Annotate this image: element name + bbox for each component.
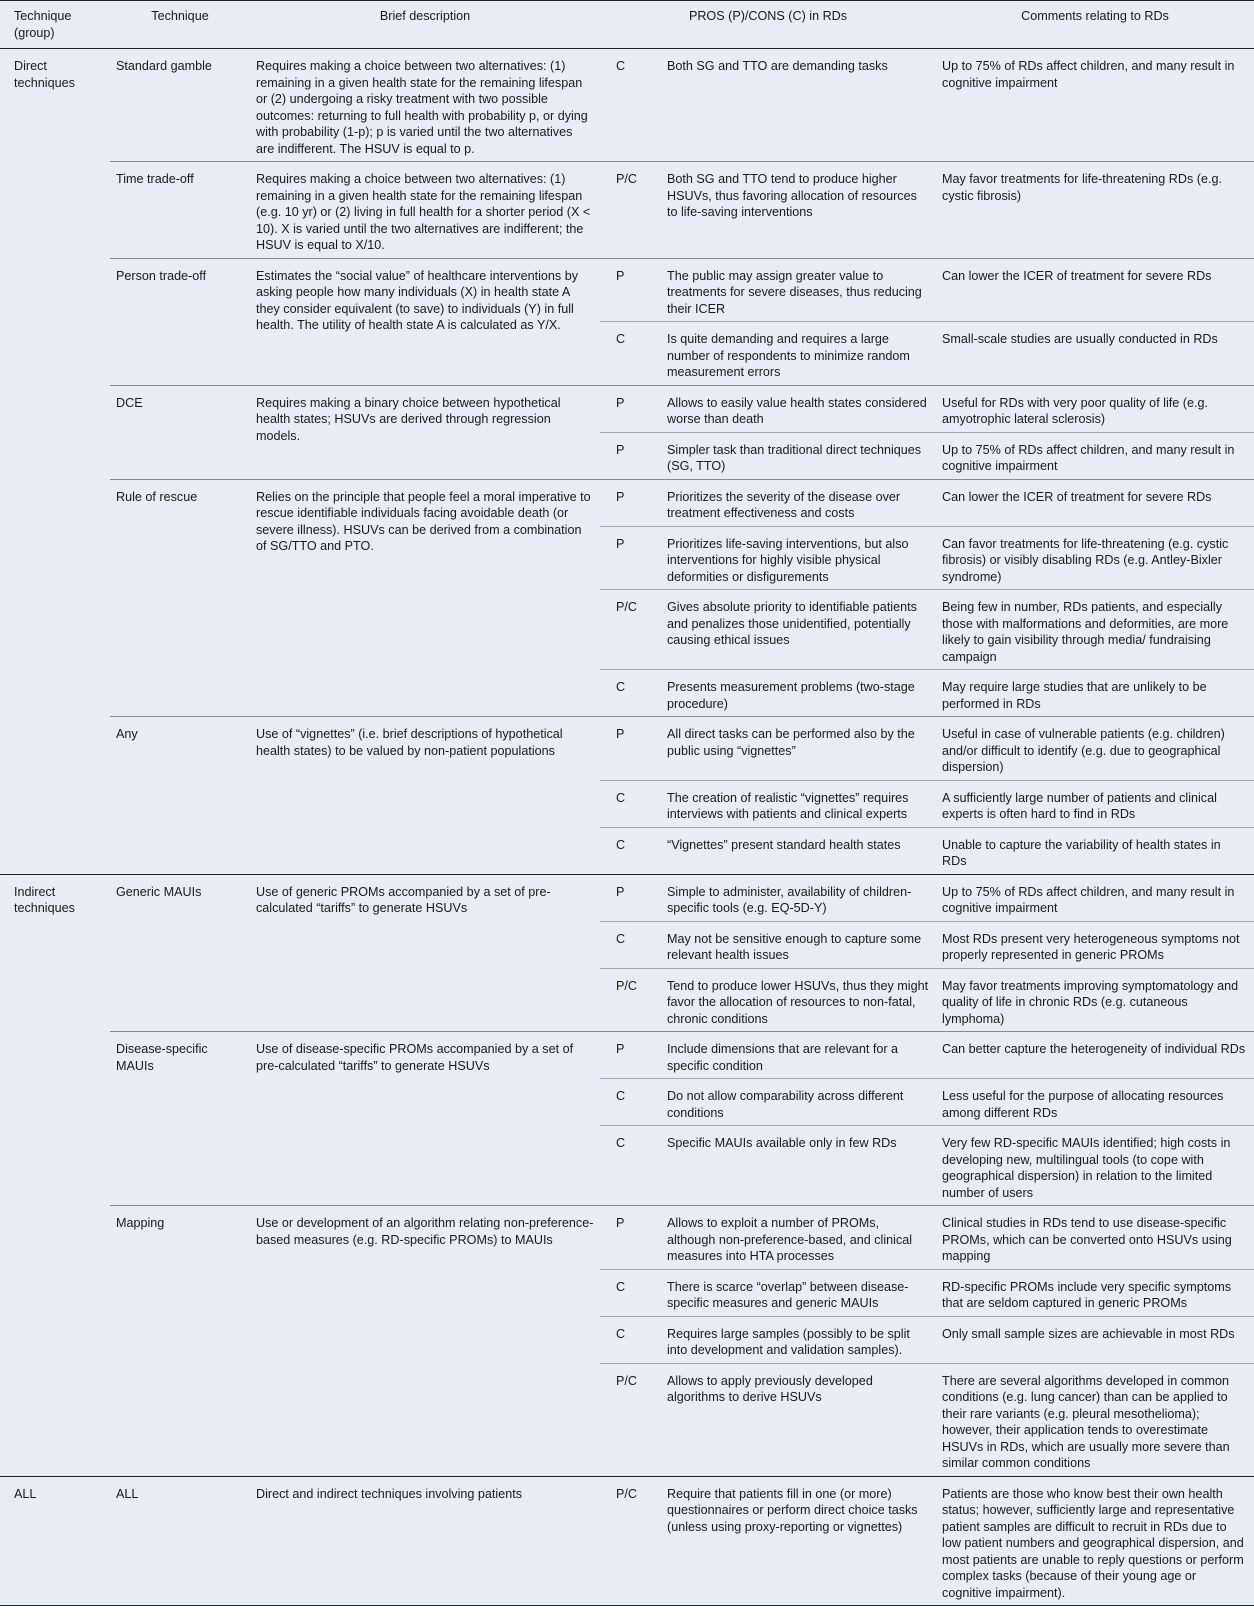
pros-cons-marker-cell: C bbox=[600, 827, 661, 874]
pros-cons-text-cell: Tend to produce lower HSUVs, thus they might favor the allocation of resources to non-fatal, chronic conditions bbox=[661, 968, 936, 1032]
pros-cons-marker-cell: C bbox=[600, 670, 661, 717]
comment-cell: Can lower the ICER of treatment for severe RDs bbox=[936, 258, 1254, 322]
comment-cell: Can favor treatments for life-threatening (e.g. cystic fibrosis) or visibly disabling RDs (e.g. Antley-Bixler syndrome) bbox=[936, 526, 1254, 590]
table-row bbox=[0, 717, 1254, 781]
technique-name-cell: Time trade-off bbox=[110, 162, 250, 259]
pros-cons-text-cell: There is scarce “overlap” between disease-specific measures and generic MAUIs bbox=[661, 1269, 936, 1316]
technique-description-cell: Use or development of an algorithm relating non-preference-based measures (e.g. RD-specific PROMs) to MAUIs bbox=[250, 1206, 600, 1477]
table-row bbox=[0, 874, 1254, 921]
pros-cons-marker-cell: P bbox=[600, 1032, 661, 1079]
comment-cell: Small-scale studies are usually conducted in RDs bbox=[936, 322, 1254, 386]
technique-name-cell: DCE bbox=[110, 385, 250, 479]
pros-cons-text-cell: Require that patients fill in one (or more) questionnaires or perform direct choice tasks (unless using proxy-reporting or vignettes) bbox=[661, 1476, 936, 1606]
pros-cons-marker-cell: P/C bbox=[600, 1363, 661, 1476]
comment-cell: Only small sample sizes are achievable in most RDs bbox=[936, 1316, 1254, 1363]
header-technique: Technique bbox=[110, 1, 250, 49]
pros-cons-marker-cell: P bbox=[600, 479, 661, 526]
pros-cons-text-cell: The public may assign greater value to treatments for severe diseases, thus reducing their ICER bbox=[661, 258, 936, 322]
pros-cons-text-cell: All direct tasks can be performed also by the public using “vignettes” bbox=[661, 717, 936, 781]
header-comments: Comments relating to RDs bbox=[936, 1, 1254, 49]
technique-description-cell: Requires making a choice between two alternatives: (1) remaining in a given health state for the remaining lifespan or (2) undergoing a risky treatment with two possible outcomes: returning to full health with probability p, or dying with probability (1-p); p is varied until the two alternatives are indifferent. The HSUV is equal to p. bbox=[256, 59, 588, 156]
comment-cell: May require large studies that are unlikely to be performed in RDs bbox=[936, 670, 1254, 717]
pros-cons-text-cell: Do not allow comparability across different conditions bbox=[661, 1079, 936, 1126]
header-row bbox=[0, 1, 1254, 49]
pros-cons-marker-cell: C bbox=[600, 1269, 661, 1316]
technique-name-cell: Any bbox=[110, 717, 250, 875]
pros-cons-marker-cell: P bbox=[600, 717, 661, 781]
technique-description-cell: Direct and indirect techniques involving patients bbox=[250, 1476, 600, 1606]
table-row bbox=[0, 1476, 1254, 1606]
pros-cons-marker-cell: P bbox=[600, 258, 661, 322]
pros-cons-text-cell: Both SG and TTO are demanding tasks bbox=[667, 59, 888, 73]
pros-cons-text-cell: The creation of realistic “vignettes” requires interviews with patients and clinical experts bbox=[661, 780, 936, 827]
pros-cons-text-cell: May not be sensitive enough to capture some relevant health issues bbox=[661, 921, 936, 968]
pros-cons-marker-cell: P/C bbox=[600, 590, 661, 670]
pros-cons-marker-cell: P bbox=[600, 526, 661, 590]
table-row bbox=[0, 1032, 1254, 1079]
technique-name-cell: Standard gamble bbox=[116, 59, 212, 73]
comment-cell: May favor treatments improving symptomatology and quality of life in chronic RDs (e.g. cutaneous lymphoma) bbox=[936, 968, 1254, 1032]
header-description: Brief description bbox=[250, 1, 600, 49]
technique-description-cell: Estimates the “social value” of healthcare interventions by asking people how many individuals (X) in health state A they consider equivalent (to save) to individuals (Y) in full health. The utility of health state A is calculated as Y/X. bbox=[250, 258, 600, 385]
pros-cons-marker-cell: C bbox=[600, 1079, 661, 1126]
technique-description-cell: Use of disease-specific PROMs accompanied by a set of pre-calculated “tariffs” to generate HSUVs bbox=[250, 1032, 600, 1206]
comment-cell: Very few RD-specific MAUIs identified; high costs in developing new, multilingual tools (to cope with geographical dispersion) in relation to the limited number of users bbox=[936, 1126, 1254, 1206]
header-proscons: PROS (P)/CONS (C) in RDs bbox=[600, 1, 936, 49]
comment-cell: May favor treatments for life-threatening RDs (e.g. cystic fibrosis) bbox=[936, 162, 1254, 259]
comment-cell: Can lower the ICER of treatment for severe RDs bbox=[936, 479, 1254, 526]
pros-cons-text-cell: Allows to exploit a number of PROMs, although non-preference-based, and clinical measures into HTA processes bbox=[661, 1206, 936, 1270]
technique-group-cell: Direct techniques bbox=[14, 59, 75, 90]
pros-cons-text-cell: Requires large samples (possibly to be split into development and validation samples). bbox=[661, 1316, 936, 1363]
pros-cons-marker-cell: C bbox=[600, 1316, 661, 1363]
pros-cons-text-cell: Prioritizes life-saving interventions, but also interventions for highly visible physical deformities or disfigurements bbox=[661, 526, 936, 590]
comment-cell: Useful for RDs with very poor quality of life (e.g. amyotrophic lateral sclerosis) bbox=[936, 385, 1254, 432]
pros-cons-text-cell: Include dimensions that are relevant for a specific condition bbox=[661, 1032, 936, 1079]
pros-cons-marker-cell: C bbox=[600, 322, 661, 386]
technique-description-cell: Relies on the principle that people feel a moral imperative to rescue identifiable individuals facing avoidable death (or severe illness). HSUVs can be derived from a combination of SG/TTO and PTO. bbox=[250, 479, 600, 717]
pros-cons-marker-cell: P bbox=[600, 874, 661, 921]
comment-cell: Clinical studies in RDs tend to use disease-specific PROMs, which can be converted onto HSUVs using mapping bbox=[936, 1206, 1254, 1270]
technique-name-cell: Disease-specific MAUIs bbox=[110, 1032, 250, 1206]
pros-cons-marker-cell: P/C bbox=[600, 968, 661, 1032]
pros-cons-text-cell: Both SG and TTO tend to produce higher HSUVs, thus favoring allocation of resources to life-saving interventions bbox=[661, 162, 936, 259]
technique-group-cell: ALL bbox=[0, 1476, 110, 1606]
pros-cons-marker-cell: P/C bbox=[600, 1476, 661, 1606]
pros-cons-marker-cell: P bbox=[600, 1206, 661, 1270]
technique-description-cell: Requires making a binary choice between hypothetical health states; HSUVs are derived through regression models. bbox=[250, 385, 600, 479]
comment-cell: Less useful for the purpose of allocating resources among different RDs bbox=[936, 1079, 1254, 1126]
technique-name-cell: Generic MAUIs bbox=[110, 874, 250, 1032]
table-row bbox=[0, 49, 1254, 162]
table-row bbox=[0, 385, 1254, 432]
technique-name-cell: ALL bbox=[110, 1476, 250, 1606]
pros-cons-text-cell: “Vignettes” present standard health states bbox=[661, 827, 936, 874]
technique-name-cell: Rule of rescue bbox=[110, 479, 250, 717]
technique-description-cell: Requires making a choice between two alternatives: (1) remaining in a given health state for the remaining lifespan (e.g. 10 yr) or (2) living in full health for a shorter period (X < 10). X is varied until the two alternatives are indifferent; the HSUV is equal to X/10. bbox=[250, 162, 600, 259]
pros-cons-marker-cell: C bbox=[600, 1126, 661, 1206]
header-group: Technique (group) bbox=[0, 1, 110, 49]
pros-cons-text-cell: Simple to administer, availability of children-specific tools (e.g. EQ-5D-Y) bbox=[661, 874, 936, 921]
comment-cell: Can better capture the heterogeneity of individual RDs bbox=[936, 1032, 1254, 1079]
technique-description-cell: Use of “vignettes” (i.e. brief descriptions of hypothetical health states) to be valued by non-patient populations bbox=[250, 717, 600, 875]
comment-cell: Unable to capture the variability of health states in RDs bbox=[936, 827, 1254, 874]
pros-cons-text-cell: Gives absolute priority to identifiable patients and penalizes those unidentified, potentially causing ethical issues bbox=[661, 590, 936, 670]
comment-cell: Most RDs present very heterogeneous symptoms not properly represented in generic PROMs bbox=[936, 921, 1254, 968]
pros-cons-marker-cell: P bbox=[600, 432, 661, 479]
pros-cons-text-cell: Prioritizes the severity of the disease over treatment effectiveness and costs bbox=[661, 479, 936, 526]
pros-cons-text-cell: Presents measurement problems (two-stage procedure) bbox=[661, 670, 936, 717]
technique-description-cell: Use of generic PROMs accompanied by a set of pre-calculated “tariffs” to generate HSUVs bbox=[250, 874, 600, 1032]
pros-cons-marker-cell: C bbox=[616, 59, 626, 73]
comment-cell: RD-specific PROMs include very specific symptoms that are seldom captured in generic PROMs bbox=[936, 1269, 1254, 1316]
pros-cons-text-cell: Specific MAUIs available only in few RDs bbox=[661, 1126, 936, 1206]
comment-cell: There are several algorithms developed in common conditions (e.g. lung cancer) than can be applied to their rare variants (e.g. pleural mesothelioma); however, their application tends to overestimate HSUVs in RDs, which are usually more severe than similar common conditions bbox=[936, 1363, 1254, 1476]
pros-cons-marker-cell: C bbox=[600, 921, 661, 968]
table-row bbox=[0, 1206, 1254, 1270]
pros-cons-text-cell: Allows to apply previously developed algorithms to derive HSUVs bbox=[661, 1363, 936, 1476]
pros-cons-marker-cell: P/C bbox=[600, 162, 661, 259]
table-row bbox=[0, 258, 1254, 322]
pros-cons-text-cell: Allows to easily value health states considered worse than death bbox=[661, 385, 936, 432]
pros-cons-text-cell: Is quite demanding and requires a large number of respondents to minimize random measurement errors bbox=[661, 322, 936, 386]
comment-cell: Useful in case of vulnerable patients (e.g. children) and/or difficult to identify (e.g. due to geographical dispersion) bbox=[936, 717, 1254, 781]
pros-cons-marker-cell: C bbox=[600, 780, 661, 827]
comment-cell: Up to 75% of RDs affect children, and many result in cognitive impairment bbox=[936, 874, 1254, 921]
technique-name-cell: Mapping bbox=[110, 1206, 250, 1477]
technique-group-cell: Indirect techniques bbox=[0, 874, 110, 1476]
comment-cell: Patients are those who know best their own health status; however, sufficiently large and representative patient samples are difficult to recruit in RDs due to low patient numbers and geographical dispersion, and most patients are unable to reply questions or perform complex tasks (because of their young age or cognitive impairment). bbox=[936, 1476, 1254, 1606]
table-row bbox=[0, 162, 1254, 259]
pros-cons-marker-cell: P bbox=[600, 385, 661, 432]
technique-name-cell: Person trade-off bbox=[110, 258, 250, 385]
table-row bbox=[0, 479, 1254, 526]
comment-cell: Being few in number, RDs patients, and especially those with malformations and deformities, are more likely to gain visibility through media/ fundraising campaign bbox=[936, 590, 1254, 670]
comment-cell: Up to 75% of RDs affect children, and many result in cognitive impairment bbox=[942, 59, 1235, 90]
comment-cell: Up to 75% of RDs affect children, and many result in cognitive impairment bbox=[936, 432, 1254, 479]
comment-cell: A sufficiently large number of patients and clinical experts is often hard to find in RDs bbox=[936, 780, 1254, 827]
pros-cons-text-cell: Simpler task than traditional direct techniques (SG, TTO) bbox=[661, 432, 936, 479]
